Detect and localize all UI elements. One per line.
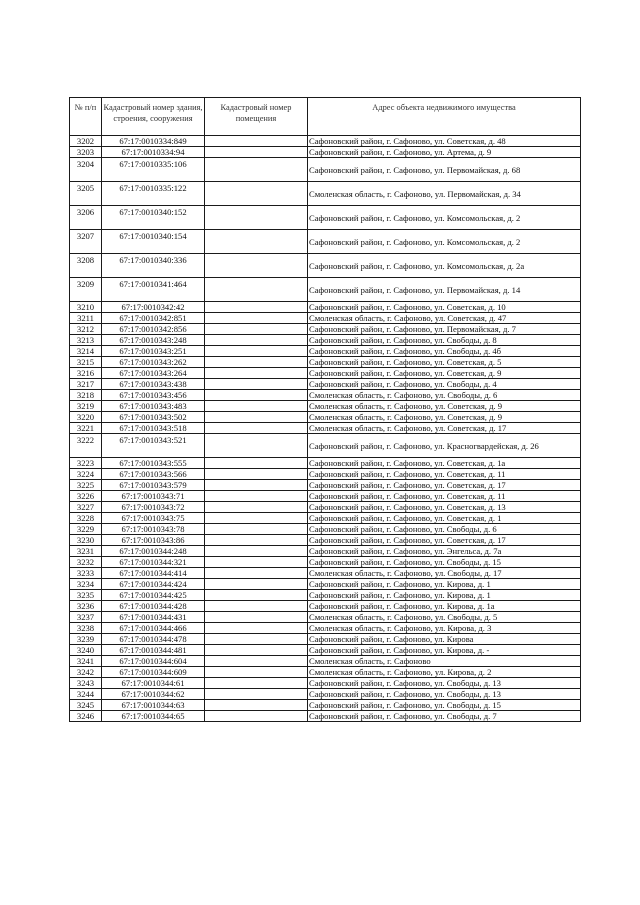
premise-cadastral-cell	[205, 634, 308, 645]
building-cadastral-cell: 67:17:0010343:86	[102, 535, 205, 546]
row-number-cell: 3229	[70, 524, 102, 535]
row-number-cell: 3244	[70, 689, 102, 700]
row-number-cell: 3233	[70, 568, 102, 579]
building-cadastral-cell: 67:17:0010343:521	[102, 434, 205, 458]
row-number-cell: 3238	[70, 623, 102, 634]
table-row	[70, 557, 581, 568]
premise-cadastral-cell	[205, 524, 308, 535]
premise-cadastral-cell	[205, 601, 308, 612]
premise-cadastral-cell	[205, 656, 308, 667]
row-number-cell: 3235	[70, 590, 102, 601]
table-row	[70, 147, 581, 158]
premise-cadastral-cell	[205, 579, 308, 590]
address-cell: Смоленская область, г. Сафоново, ул. Свободы, д. 5	[308, 612, 581, 623]
building-cadastral-cell: 67:17:0010344:478	[102, 634, 205, 645]
address-cell: Сафоновский район, г. Сафоново, ул. Советская, д. 13	[308, 502, 581, 513]
address-cell: Сафоновский район, г. Сафоново, ул. Кирова, д. -	[308, 645, 581, 656]
table-row	[70, 412, 581, 423]
row-number-cell: 3220	[70, 412, 102, 423]
address-cell: Сафоновский район, г. Сафоново, ул. Первомайская, д. 14	[308, 278, 581, 302]
row-number-cell: 3240	[70, 645, 102, 656]
address-cell: Смоленская область, г. Сафоново, ул. Советская, д. 9	[308, 401, 581, 412]
address-cell: Сафоновский район, г. Сафоново, ул. Кирова, д. 1	[308, 579, 581, 590]
address-cell: Сафоновский район, г. Сафоново, ул. Кирова	[308, 634, 581, 645]
address-cell: Смоленская область, г. Сафоново	[308, 656, 581, 667]
table-row	[70, 491, 581, 502]
building-cadastral-cell: 67:17:0010342:851	[102, 313, 205, 324]
address-cell: Сафоновский район, г. Сафоново, ул. Энгельса, д. 7а	[308, 546, 581, 557]
table-row	[70, 136, 581, 147]
table-row	[70, 278, 581, 302]
building-cadastral-cell: 67:17:0010343:579	[102, 480, 205, 491]
address-cell: Сафоновский район, г. Сафоново, ул. Свободы, д. 15	[308, 557, 581, 568]
address-cell: Сафоновский район, г. Сафоново, ул. Свободы, д. 4	[308, 379, 581, 390]
building-cadastral-cell: 67:17:0010344:481	[102, 645, 205, 656]
property-registry-table	[69, 97, 581, 722]
table-row	[70, 254, 581, 278]
row-number-cell: 3227	[70, 502, 102, 513]
row-number-cell: 3242	[70, 667, 102, 678]
row-number-cell: 3232	[70, 557, 102, 568]
premise-cadastral-cell	[205, 590, 308, 601]
table-row	[70, 230, 581, 254]
table-row	[70, 302, 581, 313]
row-number-cell: 3239	[70, 634, 102, 645]
building-cadastral-cell: 67:17:0010344:414	[102, 568, 205, 579]
row-number-cell: 3225	[70, 480, 102, 491]
table-row	[70, 634, 581, 645]
row-number-cell: 3219	[70, 401, 102, 412]
premise-cadastral-cell	[205, 136, 308, 147]
header-premise-cadastral-number: Кадастровый номер помещения	[205, 98, 308, 136]
table-row	[70, 313, 581, 324]
address-cell: Сафоновский район, г. Сафоново, ул. Комсомольская, д. 2а	[308, 254, 581, 278]
table-row	[70, 546, 581, 557]
building-cadastral-cell: 67:17:0010343:502	[102, 412, 205, 423]
building-cadastral-cell: 67:17:0010343:555	[102, 458, 205, 469]
table-row	[70, 434, 581, 458]
table-row	[70, 502, 581, 513]
row-number-cell: 3218	[70, 390, 102, 401]
premise-cadastral-cell	[205, 678, 308, 689]
address-cell: Сафоновский район, г. Сафоново, ул. Свободы, д. 4б	[308, 346, 581, 357]
premise-cadastral-cell	[205, 623, 308, 634]
table-row	[70, 182, 581, 206]
address-cell: Сафоновский район, г. Сафоново, ул. Свободы, д. 13	[308, 678, 581, 689]
address-cell: Сафоновский район, г. Сафоново, ул. Советская, д. 11	[308, 491, 581, 502]
row-number-cell: 3246	[70, 711, 102, 722]
premise-cadastral-cell	[205, 357, 308, 368]
premise-cadastral-cell	[205, 423, 308, 434]
address-cell: Сафоновский район, г. Сафоново, ул. Кирова, д. 1а	[308, 601, 581, 612]
building-cadastral-cell: 67:17:0010344:63	[102, 700, 205, 711]
row-number-cell: 3231	[70, 546, 102, 557]
premise-cadastral-cell	[205, 480, 308, 491]
building-cadastral-cell: 67:17:0010335:106	[102, 158, 205, 182]
premise-cadastral-cell	[205, 346, 308, 357]
premise-cadastral-cell	[205, 711, 308, 722]
table-row	[70, 357, 581, 368]
premise-cadastral-cell	[205, 313, 308, 324]
table-row	[70, 601, 581, 612]
row-number-cell: 3204	[70, 158, 102, 182]
address-cell: Сафоновский район, г. Сафоново, ул. Свободы, д. 8	[308, 335, 581, 346]
premise-cadastral-cell	[205, 568, 308, 579]
address-cell: Сафоновский район, г. Сафоново, ул. Советская, д. 17	[308, 535, 581, 546]
row-number-cell: 3234	[70, 579, 102, 590]
table-row	[70, 590, 581, 601]
address-cell: Сафоновский район, г. Сафоново, ул. Комсомольская, д. 2	[308, 206, 581, 230]
building-cadastral-cell: 67:17:0010343:518	[102, 423, 205, 434]
building-cadastral-cell: 67:17:0010344:62	[102, 689, 205, 700]
building-cadastral-cell: 67:17:0010343:264	[102, 368, 205, 379]
table-row	[70, 390, 581, 401]
address-cell: Сафоновский район, г. Сафоново, ул. Советская, д. 17	[308, 480, 581, 491]
building-cadastral-cell: 67:17:0010335:122	[102, 182, 205, 206]
row-number-cell: 3243	[70, 678, 102, 689]
row-number-cell: 3226	[70, 491, 102, 502]
building-cadastral-cell: 67:17:0010344:424	[102, 579, 205, 590]
building-cadastral-cell: 67:17:0010340:152	[102, 206, 205, 230]
table-row	[70, 645, 581, 656]
header-row-number: № п/п	[70, 98, 102, 136]
address-cell: Сафоновский район, г. Сафоново, ул. Первомайская, д. 7	[308, 324, 581, 335]
table-row	[70, 368, 581, 379]
row-number-cell: 3223	[70, 458, 102, 469]
building-cadastral-cell: 67:17:0010334:94	[102, 147, 205, 158]
row-number-cell: 3214	[70, 346, 102, 357]
row-number-cell: 3245	[70, 700, 102, 711]
row-number-cell: 3216	[70, 368, 102, 379]
table-row	[70, 379, 581, 390]
row-number-cell: 3224	[70, 469, 102, 480]
header-address: Адрес объекта недвижимого имущества	[308, 98, 581, 136]
address-cell: Сафоновский район, г. Сафоново, ул. Кирова, д. 1	[308, 590, 581, 601]
building-cadastral-cell: 67:17:0010343:262	[102, 357, 205, 368]
premise-cadastral-cell	[205, 230, 308, 254]
premise-cadastral-cell	[205, 502, 308, 513]
row-number-cell: 3215	[70, 357, 102, 368]
row-number-cell: 3237	[70, 612, 102, 623]
building-cadastral-cell: 67:17:0010344:428	[102, 601, 205, 612]
address-cell: Сафоновский район, г. Сафоново, ул. Артема, д. 9	[308, 147, 581, 158]
row-number-cell: 3205	[70, 182, 102, 206]
row-number-cell: 3211	[70, 313, 102, 324]
premise-cadastral-cell	[205, 645, 308, 656]
premise-cadastral-cell	[205, 368, 308, 379]
address-cell: Смоленская область, г. Сафоново, ул. Свободы, д. 17	[308, 568, 581, 579]
building-cadastral-cell: 67:17:0010334:849	[102, 136, 205, 147]
row-number-cell: 3213	[70, 335, 102, 346]
premise-cadastral-cell	[205, 535, 308, 546]
premise-cadastral-cell	[205, 147, 308, 158]
row-number-cell: 3217	[70, 379, 102, 390]
table-row	[70, 324, 581, 335]
table-row	[70, 335, 581, 346]
building-cadastral-cell: 67:17:0010343:438	[102, 379, 205, 390]
table-row	[70, 678, 581, 689]
row-number-cell: 3241	[70, 656, 102, 667]
table-body	[70, 136, 581, 722]
premise-cadastral-cell	[205, 335, 308, 346]
row-number-cell: 3208	[70, 254, 102, 278]
address-cell: Смоленская область, г. Сафоново, ул. Свободы, д. 6	[308, 390, 581, 401]
address-cell: Сафоновский район, г. Сафоново, ул. Советская, д. 5	[308, 357, 581, 368]
address-cell: Смоленская область, г. Сафоново, ул. Первомайская, д. 34	[308, 182, 581, 206]
table-row	[70, 579, 581, 590]
table-row	[70, 346, 581, 357]
address-cell: Смоленская область, г. Сафоново, ул. Кирова, д. 3	[308, 623, 581, 634]
building-cadastral-cell: 67:17:0010344:65	[102, 711, 205, 722]
premise-cadastral-cell	[205, 689, 308, 700]
building-cadastral-cell: 67:17:0010344:466	[102, 623, 205, 634]
building-cadastral-cell: 67:17:0010343:456	[102, 390, 205, 401]
table-row	[70, 423, 581, 434]
address-cell: Сафоновский район, г. Сафоново, ул. Свободы, д. 13	[308, 689, 581, 700]
table-row	[70, 513, 581, 524]
building-cadastral-cell: 67:17:0010344:609	[102, 667, 205, 678]
building-cadastral-cell: 67:17:0010343:78	[102, 524, 205, 535]
address-cell: Сафоновский район, г. Сафоново, ул. Свободы, д. 6	[308, 524, 581, 535]
premise-cadastral-cell	[205, 206, 308, 230]
row-number-cell: 3206	[70, 206, 102, 230]
building-cadastral-cell: 67:17:0010344:61	[102, 678, 205, 689]
address-cell: Сафоновский район, г. Сафоново, ул. Комсомольская, д. 2	[308, 230, 581, 254]
building-cadastral-cell: 67:17:0010343:483	[102, 401, 205, 412]
row-number-cell: 3222	[70, 434, 102, 458]
building-cadastral-cell: 67:17:0010344:604	[102, 656, 205, 667]
premise-cadastral-cell	[205, 546, 308, 557]
building-cadastral-cell: 67:17:0010344:425	[102, 590, 205, 601]
premise-cadastral-cell	[205, 667, 308, 678]
building-cadastral-cell: 67:17:0010344:321	[102, 557, 205, 568]
table-row	[70, 535, 581, 546]
building-cadastral-cell: 67:17:0010343:72	[102, 502, 205, 513]
address-cell: Сафоновский район, г. Сафоново, ул. Советская, д. 1	[308, 513, 581, 524]
building-cadastral-cell: 67:17:0010343:566	[102, 469, 205, 480]
premise-cadastral-cell	[205, 557, 308, 568]
building-cadastral-cell: 67:17:0010343:71	[102, 491, 205, 502]
row-number-cell: 3236	[70, 601, 102, 612]
premise-cadastral-cell	[205, 513, 308, 524]
premise-cadastral-cell	[205, 379, 308, 390]
building-cadastral-cell: 67:17:0010342:42	[102, 302, 205, 313]
header-building-cadastral-number: Кадастровый номер здания, строения, сооружения	[102, 98, 205, 136]
building-cadastral-cell: 67:17:0010343:75	[102, 513, 205, 524]
address-cell: Сафоновский район, г. Сафоново, ул. Советская, д. 48	[308, 136, 581, 147]
building-cadastral-cell: 67:17:0010343:251	[102, 346, 205, 357]
row-number-cell: 3210	[70, 302, 102, 313]
building-cadastral-cell: 67:17:0010344:431	[102, 612, 205, 623]
premise-cadastral-cell	[205, 412, 308, 423]
address-cell: Смоленская область, г. Сафоново, ул. Кирова, д. 2	[308, 667, 581, 678]
premise-cadastral-cell	[205, 158, 308, 182]
premise-cadastral-cell	[205, 302, 308, 313]
table-row	[70, 689, 581, 700]
table-row	[70, 401, 581, 412]
building-cadastral-cell: 67:17:0010340:154	[102, 230, 205, 254]
premise-cadastral-cell	[205, 469, 308, 480]
address-cell: Сафоновский район, г. Сафоново, ул. Советская, д. 9	[308, 368, 581, 379]
table-header-row	[70, 98, 581, 136]
premise-cadastral-cell	[205, 458, 308, 469]
premise-cadastral-cell	[205, 491, 308, 502]
address-cell: Сафоновский район, г. Сафоново, ул. Свободы, д. 7	[308, 711, 581, 722]
row-number-cell: 3230	[70, 535, 102, 546]
building-cadastral-cell: 67:17:0010340:336	[102, 254, 205, 278]
premise-cadastral-cell	[205, 182, 308, 206]
table-row	[70, 700, 581, 711]
premise-cadastral-cell	[205, 278, 308, 302]
row-number-cell: 3207	[70, 230, 102, 254]
premise-cadastral-cell	[205, 254, 308, 278]
table-row	[70, 568, 581, 579]
table-row	[70, 656, 581, 667]
premise-cadastral-cell	[205, 434, 308, 458]
premise-cadastral-cell	[205, 612, 308, 623]
table-row	[70, 469, 581, 480]
table-row	[70, 206, 581, 230]
row-number-cell: 3203	[70, 147, 102, 158]
table-row	[70, 711, 581, 722]
premise-cadastral-cell	[205, 324, 308, 335]
address-cell: Смоленская область, г. Сафоново, ул. Советская, д. 47	[308, 313, 581, 324]
table-row	[70, 158, 581, 182]
premise-cadastral-cell	[205, 401, 308, 412]
building-cadastral-cell: 67:17:0010342:856	[102, 324, 205, 335]
building-cadastral-cell: 67:17:0010343:248	[102, 335, 205, 346]
premise-cadastral-cell	[205, 700, 308, 711]
table-row	[70, 524, 581, 535]
premise-cadastral-cell	[205, 390, 308, 401]
address-cell: Смоленская область, г. Сафоново, ул. Советская, д. 9	[308, 412, 581, 423]
address-cell: Сафоновский район, г. Сафоново, ул. Первомайская, д. 68	[308, 158, 581, 182]
table-row	[70, 667, 581, 678]
row-number-cell: 3228	[70, 513, 102, 524]
table-row	[70, 623, 581, 634]
building-cadastral-cell: 67:17:0010344:248	[102, 546, 205, 557]
address-cell: Сафоновский район, г. Сафоново, ул. Советская, д. 11	[308, 469, 581, 480]
address-cell: Сафоновский район, г. Сафоново, ул. Советская, д. 10	[308, 302, 581, 313]
building-cadastral-cell: 67:17:0010341:464	[102, 278, 205, 302]
table-row	[70, 612, 581, 623]
address-cell: Сафоновский район, г. Сафоново, ул. Красногвардейская, д. 26	[308, 434, 581, 458]
table-row	[70, 458, 581, 469]
table-row	[70, 480, 581, 491]
address-cell: Смоленская область, г. Сафоново, ул. Советская, д. 17	[308, 423, 581, 434]
row-number-cell: 3202	[70, 136, 102, 147]
row-number-cell: 3221	[70, 423, 102, 434]
row-number-cell: 3212	[70, 324, 102, 335]
address-cell: Сафоновский район, г. Сафоново, ул. Советская, д. 1а	[308, 458, 581, 469]
row-number-cell: 3209	[70, 278, 102, 302]
address-cell: Сафоновский район, г. Сафоново, ул. Свободы, д. 15	[308, 700, 581, 711]
